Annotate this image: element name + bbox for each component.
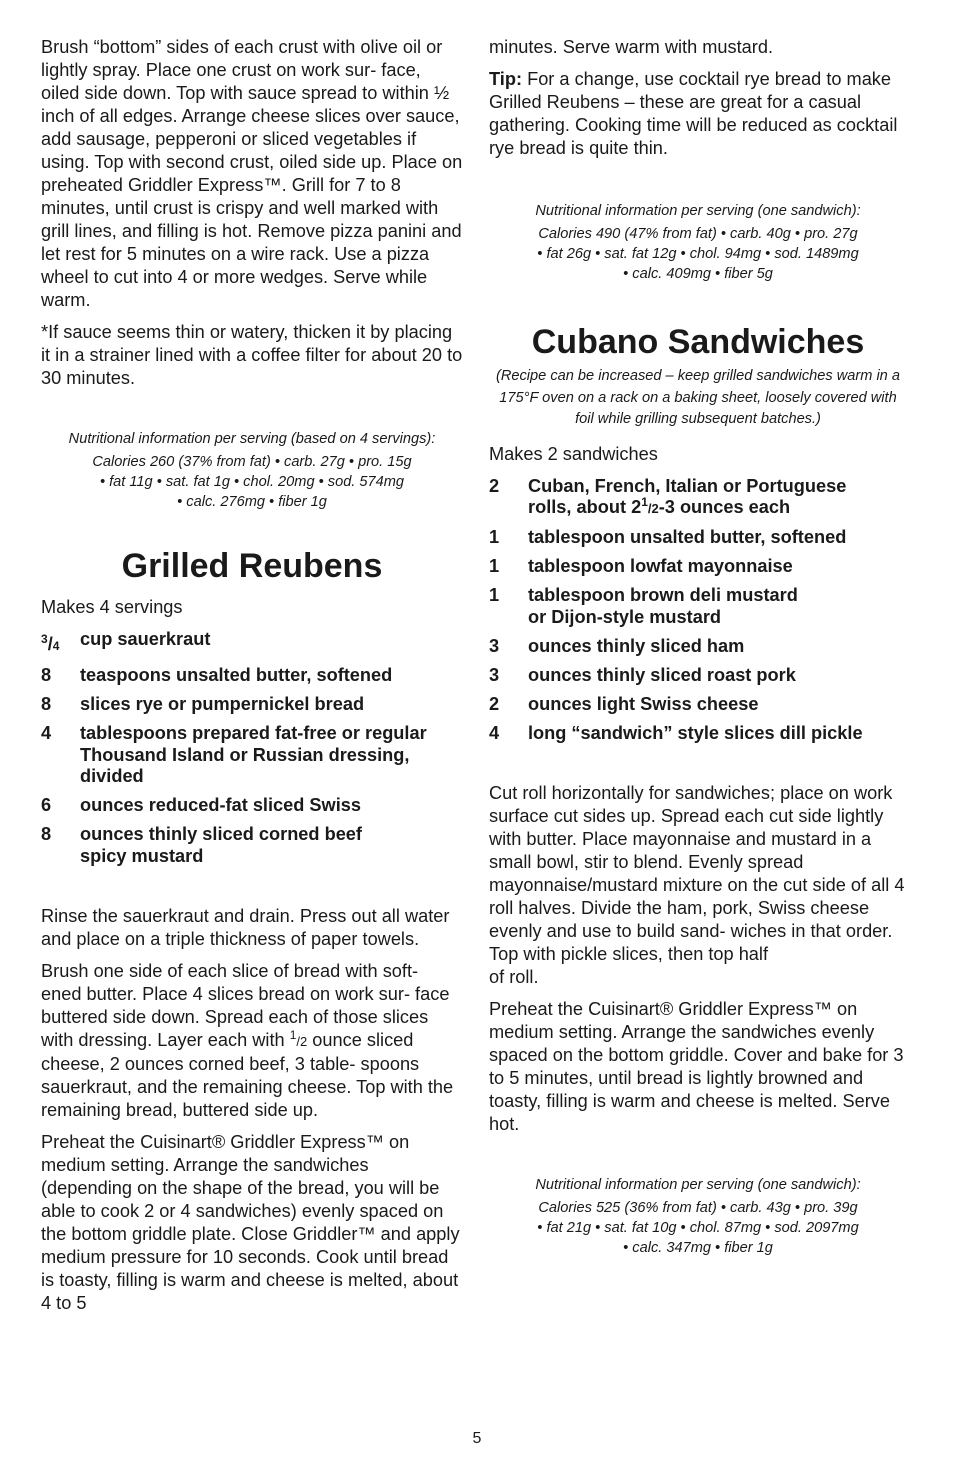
right-column — [489, 36, 907, 1258]
reubens-title: Grilled Reubens — [121, 547, 383, 585]
reubens-nutrition — [489, 201, 907, 284]
ingredient-qty: 1 — [489, 556, 500, 576]
left-column — [41, 36, 463, 1324]
ingredient-text: long “sandwich” style slices dill pickle — [528, 722, 863, 743]
ingredient-text: tablespoon unsalted butter, softened — [528, 527, 847, 547]
ingredient-text: ounces thinly sliced roast pork — [528, 664, 796, 685]
reubens-step-1: Rinse the sauerkraut and drain. Press out all water and place on a triple thickness of paper towels. — [41, 905, 450, 949]
ingredient-text: tablespoon brown deli mustard or Dijon-style mustard — [528, 585, 798, 627]
nutrition-line: • fat 21g • sat. fat 10g • chol. 87mg • sod. 2097mg — [537, 1219, 859, 1236]
reubens-step-3: Preheat the Cuisinart® Griddler Express™ on medium setting. Arrange the sandwiches (depending on the shape of the bread, you will be able to cook 2 or 4 sandwiches) evenly spaced on the bottom griddle plate. Close Griddler™ and apply medium pressure for 10 seconds. Cook until bread is toasty, filling is warm and cheese is melted, about 4 to 5 — [41, 1131, 460, 1313]
ingredient-item — [41, 665, 463, 687]
nutrition-line: • fat 26g • sat. fat 12g • chol. 94mg • sod. 1489mg — [537, 246, 859, 262]
nutrition-heading: Nutritional information per serving (based on 4 servings): — [68, 431, 436, 447]
ingredient-item — [41, 824, 463, 867]
reubens-ingredients — [41, 629, 463, 867]
ingredient-item — [41, 795, 463, 817]
ingredient-qty: 4 — [489, 722, 500, 743]
nutrition-line: • calc. 276mg • fiber 1g — [177, 494, 327, 510]
ingredient-item — [489, 476, 907, 520]
ingredient-item — [489, 723, 907, 745]
ingredient-item — [489, 585, 907, 628]
ingredient-text: tablespoon lowfat mayonnaise — [528, 556, 793, 576]
ingredient-text: teaspoons unsalted butter, softened — [80, 665, 393, 685]
ingredient-item — [41, 723, 463, 788]
ingredient-qty: 3 — [489, 664, 500, 685]
nutrition-line: • fat 11g • sat. fat 1g • chol. 20mg • sod. 574mg — [99, 474, 405, 490]
tip-label: Tip: — [489, 69, 523, 89]
nutrition-line: Calories 525 (36% from fat) • carb. 43g • pro. 39g — [538, 1199, 858, 1216]
ingredient-qty: 8 — [41, 665, 52, 685]
sauce-note: *If sauce seems thin or watery, thicken it by placing it in a strainer lined with a coffee filter for about 20 to 30 minutes. — [41, 322, 463, 388]
nutrition-heading: Nutritional information per serving (one sandwich): — [535, 203, 861, 219]
cubano-nutrition — [489, 1175, 907, 1258]
ingredient-item — [489, 636, 907, 658]
ingredient-text: ounces thinly sliced ham — [528, 635, 745, 656]
pizza-nutrition — [41, 429, 463, 512]
ingredient-text: ounces reduced-fat sliced Swiss — [80, 795, 361, 815]
reubens-step-2: Brush one side of each slice of bread with soft- ened butter. Place 4 slices bread on work sur- face buttered side down. Spread each of those slices with dressing. Layer each with $^1$/2 ounce sliced cheese, 2 ounces corned beef, 3 table- spoons sauerkraut, and the remaining cheese. Top with the remaining bread, buttered side up. — [41, 960, 454, 1120]
ingredient-qty: 1 — [489, 585, 500, 605]
nutrition-heading: Nutritional information per serving (one sandwich): — [535, 1176, 861, 1193]
ingredient-item — [489, 694, 907, 716]
nutrition-line: Calories 490 (47% from fat) • carb. 40g • pro. 27g — [538, 226, 858, 242]
ingredient-text: ounces thinly sliced corned beef spicy mustard — [80, 824, 362, 866]
cubano-title: Cubano Sandwiches — [531, 323, 865, 361]
cubano-yield: Makes 2 sandwiches — [489, 443, 658, 464]
nutrition-line: • calc. 347mg • fiber 1g — [623, 1239, 773, 1256]
cubano-step-1: Cut roll horizontally for sandwiches; place on work surface cut sides up. Spread each cut side lightly with butter. Place mayonnaise and mustard in a small bowl, stir to blend. Evenly spread mayonnaise/mustard mixture on the cut side of all 4 roll halves. Divide the ham, pork, Swiss cheese evenly and use to build sand- wiches in that order. Top with pickle slices, then top half of roll. — [489, 782, 905, 987]
ingredient-qty: 6 — [41, 795, 52, 815]
ingredient-qty: 2 — [489, 693, 500, 714]
nutrition-line: Calories 260 (37% from fat) • carb. 27g • pro. 15g — [92, 454, 412, 470]
ingredient-qty: $^3$/4 — [41, 632, 60, 654]
cubano-note: (Recipe can be increased – keep grilled sandwiches warm in a 175°F oven on a rack on a baking sheet, loosely covered with foil while grilling subsequent batches.) — [496, 368, 900, 427]
ingredient-qty: 4 — [41, 723, 52, 743]
cubano-step-2: Preheat the Cuisinart® Griddler Express™ on medium setting. Arrange the sandwiches evenly spaced on the bottom griddle. Cover and bake for 3 to 5 minutes, until bread is lightly browned and toasty, filling is warm and cheese is melted. Serve hot. — [489, 998, 904, 1134]
ingredient-text: tablespoons prepared fat-free or regular Thousand Island or Russian dressing, divided — [80, 723, 427, 786]
ingredient-item — [489, 556, 907, 578]
ingredient-item — [41, 694, 463, 716]
ingredient-qty: 8 — [41, 824, 52, 844]
ingredient-text: slices rye or pumpernickel bread — [80, 694, 365, 714]
ingredient-item — [489, 527, 907, 549]
ingredient-text: Cuban, French, Italian or Portuguese rolls, about $2^1/2-3$ ounces each — [528, 475, 847, 517]
ingredient-item — [41, 629, 463, 658]
ingredient-qty: 3 — [489, 635, 500, 656]
reubens-tip: Tip: For a change, use cocktail rye bread to make Grilled Reubens – these are great for a casual gathering. Cooking time will be reduced as cocktail rye bread is quite thin. — [489, 69, 898, 158]
reubens-yield: Makes 4 servings — [41, 597, 183, 617]
page-number: 5 — [472, 1430, 482, 1447]
nutrition-line: • calc. 409mg • fiber 5g — [623, 266, 773, 282]
ingredient-item — [489, 665, 907, 687]
ingredient-qty: 1 — [489, 527, 500, 547]
reubens-step-3-continued: minutes. Serve warm with mustard. — [489, 37, 774, 57]
cubano-ingredients — [489, 476, 907, 745]
ingredient-text: cup sauerkraut — [80, 629, 211, 649]
ingredient-qty: 2 — [489, 475, 500, 496]
pizza-instructions: Brush “bottom” sides of each crust with olive oil or lightly spray. Place one crust on work sur- face, oiled side down. Top with sauce spread to within ½ inch of all edges. Arrange cheese slices over sauce, add sausage, pepperoni or sliced vegetables if using. Top with second crust, oiled side up. Place on preheated Griddler Express™. Grill for 7 to 8 minutes, until crust is crispy and well marked with grill lines, and filling is hot. Remove pizza panini and let rest for 5 minutes on a wire rack. Use a pizza wheel to cut into 4 or more wedges. Serve while warm. — [41, 37, 463, 310]
ingredient-text: ounces light Swiss cheese — [528, 693, 759, 714]
ingredient-qty: 8 — [41, 694, 52, 714]
